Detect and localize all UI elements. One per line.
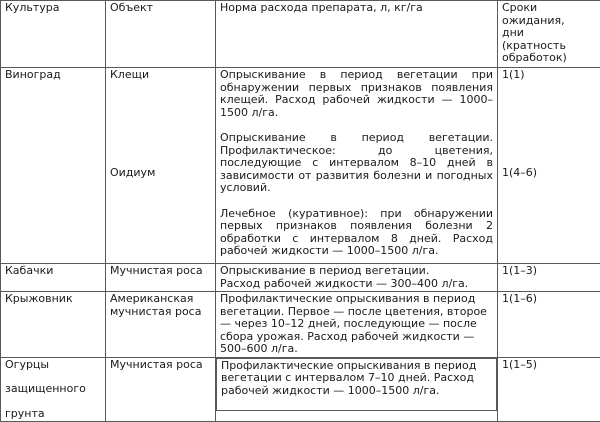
norm-paragraph: Лечебное (куративное): при обнаружении первых признаков появления болезни 2 обработки с интервалом 8 дней. Расход рабочей жидкости — 1000–1500 л/га. xyxy=(220,208,493,258)
norm-paragraph: Опрыскивание в период вегетации при обнаружении первых признаков появления клещей. Расход рабочей жидкости — 1000–1500 л/га. xyxy=(220,69,493,119)
norm-line: Расход рабочей жидкости — 300–400 л/га. xyxy=(220,278,493,291)
object-label-oidium: Оидиум xyxy=(110,167,211,180)
cell-squash-culture xyxy=(1,264,106,292)
culture-word: Огурцы xyxy=(5,359,101,372)
culture-word: грунта xyxy=(5,408,101,421)
culture-label: Крыжовник xyxy=(5,293,101,306)
cell-cucumber-terms xyxy=(498,357,600,422)
cell-gooseberry-norm xyxy=(216,292,498,358)
norm-paragraph: Профилактические опрыскивания в период вегетации. Первое — после цветения, второе — через 10–12 дней, последующие — после сбора урожая. Расход рабочей жидкости — 500–600 л/га. xyxy=(220,293,493,356)
cell-gooseberry-object xyxy=(106,292,216,358)
header-row xyxy=(1,1,600,68)
header-norm-label: Норма расхода препарата, л, кг/га xyxy=(220,2,493,15)
norm-line: Опрыскивание в период вегетации. xyxy=(220,265,493,278)
cell-grape-objects xyxy=(106,68,216,264)
cell-grape-culture xyxy=(1,68,106,264)
culture-word: защищенного xyxy=(5,383,101,396)
row-squash xyxy=(1,264,600,292)
cell-grape-terms xyxy=(498,68,600,264)
header-terms-line: (кратность xyxy=(502,40,596,53)
term-value: 1(1–3) xyxy=(502,265,596,278)
term-value: 1(1–6) xyxy=(502,293,596,306)
cell-gooseberry-culture xyxy=(1,292,106,358)
norm-paragraph: Профилактические опрыскивания в период вегетации с интервалом 7–10 дней. Расход рабочей жидкости — 1000–1500 л/га. xyxy=(221,360,492,398)
culture-label: Кабачки xyxy=(5,265,101,278)
cell-grape-norm xyxy=(216,68,498,264)
object-label-mites: Клещи xyxy=(110,69,211,82)
row-gooseberry xyxy=(1,292,600,358)
header-terms-line: Сроки xyxy=(502,2,596,15)
cell-cucumber-norm xyxy=(216,357,498,422)
culture-label: Виноград xyxy=(5,69,101,82)
object-label: Мучнистая роса xyxy=(110,265,211,278)
header-cell-terms xyxy=(498,1,600,68)
cell-cucumber-culture xyxy=(1,357,106,422)
row-cucumber xyxy=(1,357,600,422)
header-terms-line: ожидания, xyxy=(502,15,596,28)
term-value: 1(1) xyxy=(502,69,596,82)
cell-gooseberry-terms xyxy=(498,292,600,358)
object-label: Американская мучнистая роса xyxy=(110,293,211,318)
header-terms-line: дни xyxy=(502,27,596,40)
object-label: Мучнистая роса xyxy=(110,359,211,372)
cell-squash-object xyxy=(106,264,216,292)
term-value: 1(1–5) xyxy=(502,359,596,372)
header-culture-label: Культура xyxy=(5,2,101,15)
norm-paragraph: Опрыскивание в период вегетации. Профилактическое: до цветения, последующие с интервалом 8–10 дней в зависимости от развития болезни и погодных условий. xyxy=(220,132,493,195)
header-cell-object xyxy=(106,1,216,68)
cell-squash-terms xyxy=(498,264,600,292)
term-value: 1(4–6) xyxy=(502,167,596,180)
cell-squash-norm xyxy=(216,264,498,292)
header-object-label: Объект xyxy=(110,2,211,15)
row-grape xyxy=(1,68,600,264)
cell-cucumber-object xyxy=(106,357,216,422)
header-cell-norm xyxy=(216,1,498,68)
header-cell-culture xyxy=(1,1,106,68)
header-terms-line: обработок) xyxy=(502,52,596,65)
norm-inner-box xyxy=(216,358,497,411)
